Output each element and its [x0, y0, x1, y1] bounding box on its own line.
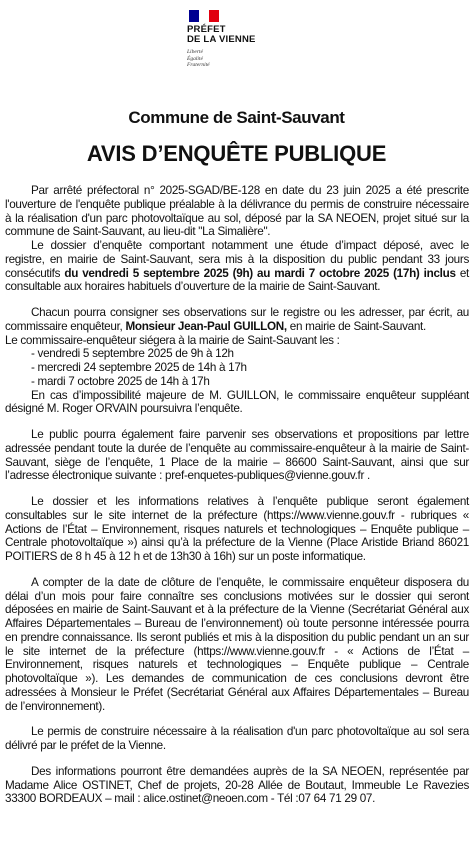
permanence-date: - mardi 7 octobre 2025 de 14h à 17h	[31, 374, 210, 388]
permanence-date: - mercredi 24 septembre 2025 de 14h à 17h	[31, 361, 247, 374]
enquiry-dates: du vendredi 5 septembre 2025 (9h) au mardi 7 octobre 2025 (17h) inclus	[64, 266, 456, 280]
logo-line-vienne: DE LA VIENNE	[187, 34, 256, 45]
permanence-date: - vendredi 5 septembre 2025 de 9h à 12h	[31, 347, 234, 361]
motto-fraternite: Fraternité	[187, 62, 210, 68]
motto-liberte: Liberté	[187, 49, 203, 55]
motto-egalite: Égalité	[187, 55, 203, 62]
notice-body	[5, 184, 469, 806]
paragraph-suppleant: En cas d’impossibilité majeure de M. GUILLON, le commissaire enquêteur suppléant désigné M. Roger ORVAIN poursuivra l’enquête.	[5, 388, 469, 416]
paragraph-observations: Chacun pourra consigner ses observations sur le registre ou les adresser, par écrit, au commissaire enquêteur, Monsieur Jean-Paul GUILLON, en mairie de Saint-Sauvant.	[5, 306, 469, 333]
commune-title: Commune de Saint-Sauvant	[128, 108, 345, 127]
paragraph-conclusions: A compter de la date de clôture de l’enquête, le commissaire enquêteur disposera du délai d’un mois pour faire connaître ses conclusions motivées sur le dossier qui seront déposées en mairie de Saint-Sauvant et à la préfecture de la Vienne (Secrétariat Général aux Affaires Départementales – Bureau de l’environnement) où toute personne intéressée pourra en prendre connaissance. Ils seront publiés et mis à la disposition du public pendant un an sur le site internet de la préfecture (https://www.vienne.gouv.fr - « Actions de l’État – Environnement, risques naturels et technologiques – Enquête publique – Centrale photovoltaïque »). Les demandes de communication de ces conclusions devront être adressées à Monsieur le Préfet (Secrétariat Général aux Affaires Départementales – Bureau de l’environnement).	[5, 575, 469, 713]
paragraph-permanences: Le commissaire-enquêteur siégera à la mairie de Saint-Sauvant les :	[5, 333, 340, 347]
logo-line-prefet: PRÉFET	[187, 24, 226, 35]
french-flag-icon	[189, 10, 219, 22]
paragraph-arrete: Par arrêté préfectoral n° 2025-SGAD/BE-128 en date du 23 juin 2025 a été prescrite l'ouverture de l'enquête publique préalable à la délivrance du permis de construire nécessaire à la réalisation d'un parc photovoltaïque au sol, déposé par la SA NEOEN, projet situé sur la commune de Saint-Sauvant, au lieu-dit "La Simalière".	[5, 184, 469, 239]
paragraph-contact: Des informations pourront être demandées auprès de la SA NEOEN, représentée par Madame Alice OSTINET, Chef de projets, 20-28 Allée de Boutaut, Immeuble Le Ravezies 33300 BORDEAUX – mail : alice.ostinet@neoen.com - Tél :07 64 71 29 07.	[5, 764, 469, 806]
paragraph-permis: Le permis de construire nécessaire à la réalisation d'un parc photovoltaïque au sol sera délivré par le préfet de la Vienne.	[5, 725, 469, 752]
paragraph-site-internet: Le dossier et les informations relatives à l’enquête publique seront également consultables sur le site internet de la préfecture (https://www.vienne.gouv.fr - rubriques « Actions de l’État – Environnement, risques naturels et technologiques – Enquête publique – Centrale photovoltaïque ») ainsi qu’à la préfecture de la Vienne (Place Aristide Briand 86021 POITIERS de 8 h 45 à 12 h et de 13h30 à 16h) sur un poste informatique.	[5, 495, 469, 563]
paragraph-courrier: Le public pourra également faire parvenir ses observations et propositions par lettre adressée pendant toute la durée de l’enquête au commissaire-enquêteur à la mairie de Saint-Sauvant, siège de l’enquête, 1 Place de la mairie – 86600 Saint-Sauvant, ainsi que sur l’adresse électronique suivante : pref-enquetes-publiques@vienne.gouv.fr .	[5, 428, 469, 483]
notice-title: AVIS D’ENQUÊTE PUBLIQUE	[86, 141, 387, 166]
paragraph-dossier: Le dossier d’enquête comportant notamment une étude d’impact déposé, avec le registre, en mairie de Saint-Sauvant, sera mis à la disposition du public pendant 33 jours consécutifs du vendredi 5 septembre 2025 (9h) au mardi 7 octobre 2025 (17h) inclus et consultable aux horaires habituels d’ouverture de la mairie de Saint-Sauvant.	[5, 239, 469, 294]
commissioner-name: Monsieur Jean-Paul GUILLON,	[125, 319, 287, 333]
prefecture-logo	[187, 10, 277, 69]
